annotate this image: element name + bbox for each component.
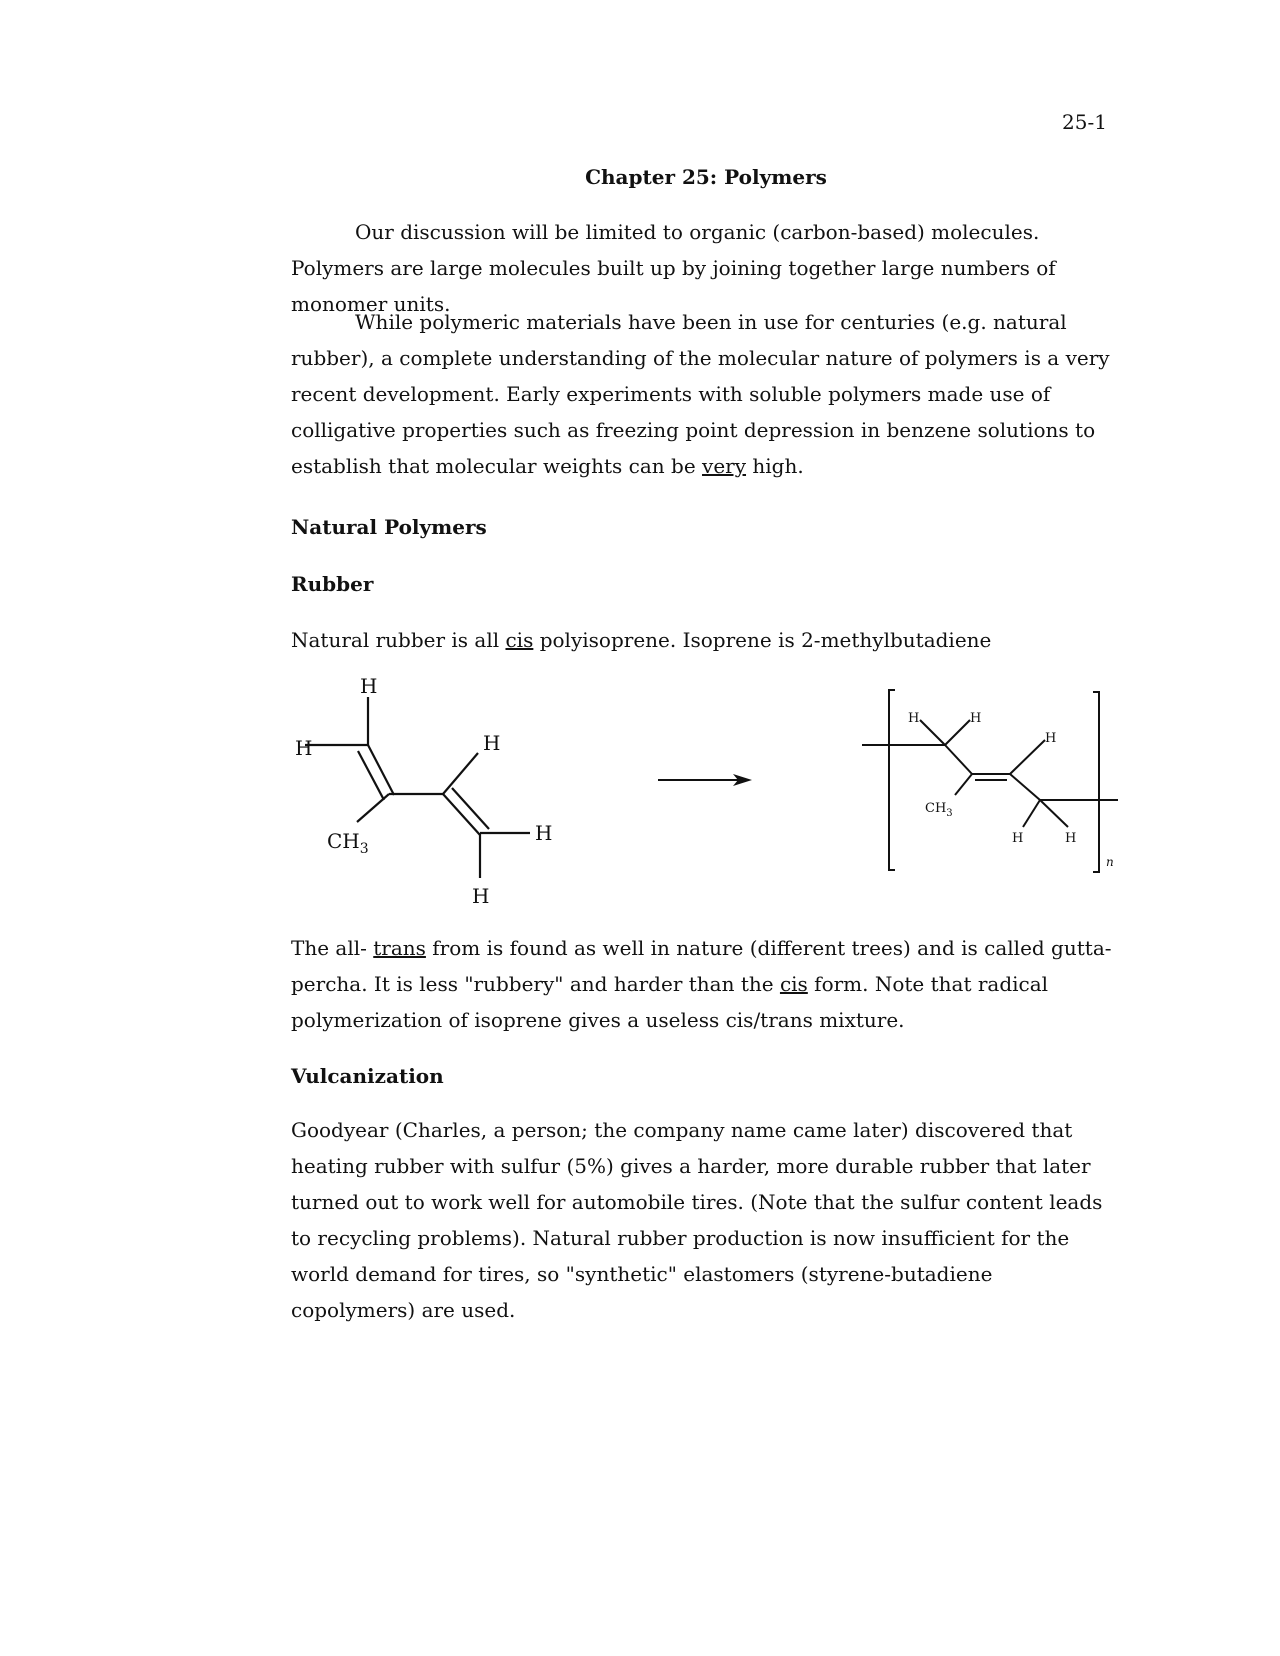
bond-ch3 [357, 794, 389, 822]
heading-vulcanization: Vulcanization [291, 1064, 444, 1088]
history-text-2: high. [746, 454, 804, 478]
double-bond-1b [358, 751, 384, 800]
polymer-bonds [862, 720, 1118, 827]
bond-h-upper-right [443, 753, 478, 794]
atom-ch3 [327, 829, 369, 857]
poly-atom-h2: H [970, 711, 982, 726]
vulcanization-paragraph: Goodyear (Charles, a person; the company name came later) discovered that heating rubber with sulfur (5%) gives a harder, more durable rubber that later turned out to work well for automobile tires. (Note that the sulfur content leads to recycling problems). Natural rubber production is now insufficient for the world demand for tires, so "synthetic" elastomers (styrene-butadiene copolymers) are used. [291, 1118, 1103, 1322]
bond-h1 [920, 720, 945, 745]
monomer-atoms [295, 674, 552, 908]
history-emphasis: very [702, 454, 747, 478]
poly-atom-h5: H [1065, 831, 1077, 846]
history-paragraph [291, 304, 1121, 484]
atom-h-left: H [295, 736, 313, 760]
rubber-text-1: Natural rubber is all [291, 628, 506, 652]
chapter-title: Chapter 25: Polymers [585, 165, 827, 189]
right-bracket [1093, 692, 1099, 872]
gutta-text-3: form. Note that radical polymerization of isoprene gives a useless cis/trans mixture. [291, 972, 1049, 1032]
bond-h3 [1010, 740, 1045, 774]
gutta-text-1: The all- [291, 936, 374, 960]
history-text-1: While polymeric materials have been in use for centuries (e.g. natural rubber), a complete understanding of the molecular nature of polymers is a very recent development. Early experiments with soluble polymers made use of colligative properties such as freezing point depression in benzene solutions to establish that molecular weights can be [291, 310, 1110, 478]
rubber-paragraph [291, 622, 1121, 658]
gutta-text-2: from is found as well in nature (different trees) and is called gutta-percha. It is less "rubbery" and harder than the [291, 936, 1112, 996]
gutta-percha-paragraph [291, 930, 1121, 1038]
ch3-label: CH [327, 829, 360, 853]
bond-h2 [945, 720, 970, 745]
atom-h-right: H [535, 821, 553, 845]
heading-natural-polymers: Natural Polymers [291, 515, 487, 539]
repeat-subscript-n: n [1106, 855, 1114, 869]
page-number: 25-1 [1062, 110, 1107, 134]
heading-rubber: Rubber [291, 572, 374, 596]
rubber-text-2: polyisoprene. Isoprene is 2-methylbutadiene [533, 628, 992, 652]
poly-atom-h1: H [908, 711, 920, 726]
polymer-atoms [908, 711, 1114, 869]
bond-h5 [1040, 800, 1068, 827]
ch3-subscript: 3 [359, 841, 369, 857]
atom-h-upper-right: H [483, 731, 501, 755]
bond-ch3 [955, 774, 972, 795]
poly-atom-h4: H [1012, 831, 1024, 846]
poly-ch3-label: CH [925, 801, 947, 816]
rubber-cis: cis [505, 628, 534, 652]
poly-atom-h3: H [1045, 731, 1057, 746]
double-bond-1a [368, 745, 394, 795]
bond-c1-c2 [945, 745, 972, 774]
poly-atom-ch3 [925, 801, 953, 819]
intro-paragraph: Our discussion will be limited to organic (carbon-based) molecules. Polymers are large molecules built up by joining together large numbers of monomer units. [291, 220, 1056, 316]
bond-c3-c4 [1010, 774, 1040, 800]
poly-ch3-subscript: 3 [946, 808, 953, 819]
atom-h-bottom: H [472, 884, 490, 908]
reaction-arrow [658, 774, 752, 786]
gutta-cis: cis [779, 972, 808, 996]
gutta-trans: trans [373, 936, 426, 960]
atom-h-top: H [360, 674, 378, 698]
left-bracket [889, 690, 895, 870]
bond-h4 [1023, 800, 1040, 827]
isoprene-reaction-diagram [0, 670, 1280, 920]
